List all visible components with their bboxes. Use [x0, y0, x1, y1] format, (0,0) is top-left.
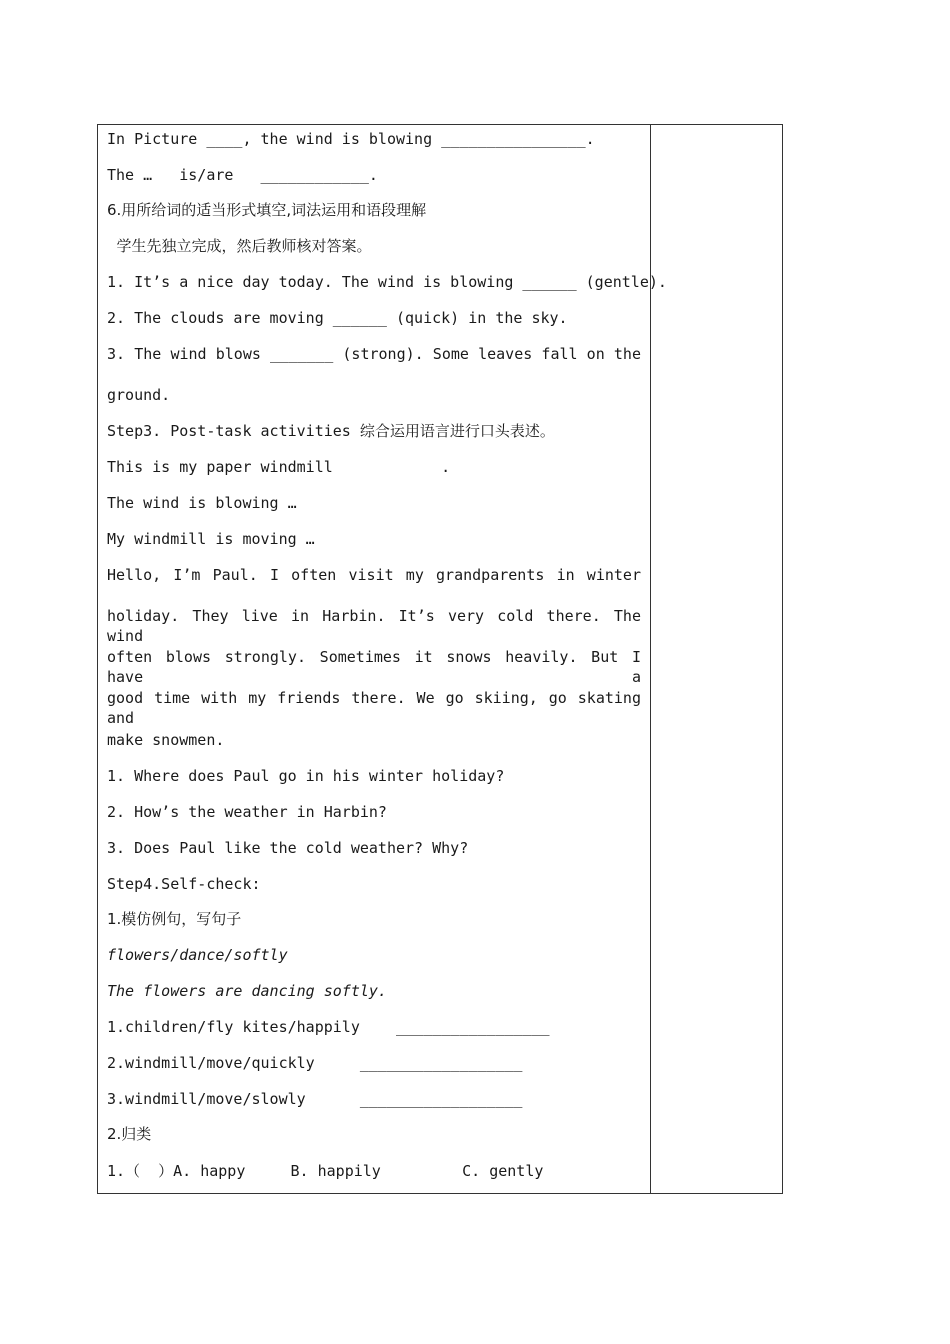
- exercise-item: 3.windmill/move/slowly __________________: [107, 1090, 523, 1108]
- passage-line: often blows strongly. Sometimes it snows heavily. But I have a: [107, 648, 641, 686]
- passage-line: make snowmen.: [107, 731, 225, 749]
- question-item: 1. Where does Paul go in his winter holiday?: [107, 767, 505, 785]
- text-line: This is my paper windmill .: [107, 458, 451, 476]
- example-sentence: The flowers are dancing softly.: [107, 982, 387, 1000]
- lesson-table: [97, 124, 783, 1194]
- exercise-item: 1.（ ）A. happy B. happily C. gently: [107, 1162, 544, 1180]
- instruction-line: 学生先独立完成，然后教师核对答案。: [107, 237, 372, 255]
- question-item: 3. Does Paul like the cold weather? Why?: [107, 839, 469, 857]
- example-prompt: flowers/dance/softly: [107, 946, 288, 964]
- passage-line: Hello, I’m Paul. I often visit my grandparents in winter: [107, 566, 641, 584]
- exercise-item: 3. The wind blows _______ (strong). Some leaves fall on the: [107, 345, 641, 363]
- step-heading: Step3. Post-task activities 综合运用语言进行口头表述。: [107, 422, 555, 440]
- step-heading: Step4.Self-check:: [107, 875, 261, 893]
- exercise-item: 2.windmill/move/quickly __________________: [107, 1054, 523, 1072]
- passage-line: good time with my friends there. We go skiing, go skating and: [107, 689, 641, 727]
- exercise-item: 1.children/fly kites/happily _________________: [107, 1018, 550, 1036]
- exercise-item: 1. It’s a nice day today. The wind is blowing ______ (gentle).: [107, 273, 667, 291]
- section-heading: 6.用所给词的适当形式填空,词法运用和语段理解: [107, 201, 427, 219]
- text-line: In Picture ____, the wind is blowing ________________.: [107, 130, 595, 148]
- text-line: My windmill is moving …: [107, 530, 315, 548]
- text-line: The … is/are ____________.: [107, 166, 378, 184]
- question-item: 2. How’s the weather in Harbin?: [107, 803, 387, 821]
- exercise-item: 2. The clouds are moving ______ (quick) in the sky.: [107, 309, 568, 327]
- section-heading: 1.模仿例句，写句子: [107, 910, 242, 928]
- section-heading: 2.归类: [107, 1125, 152, 1143]
- passage-line: holiday. They live in Harbin. It’s very cold there. The wind: [107, 607, 641, 645]
- text-line: The wind is blowing …: [107, 494, 297, 512]
- exercise-item-continued: ground.: [107, 386, 171, 404]
